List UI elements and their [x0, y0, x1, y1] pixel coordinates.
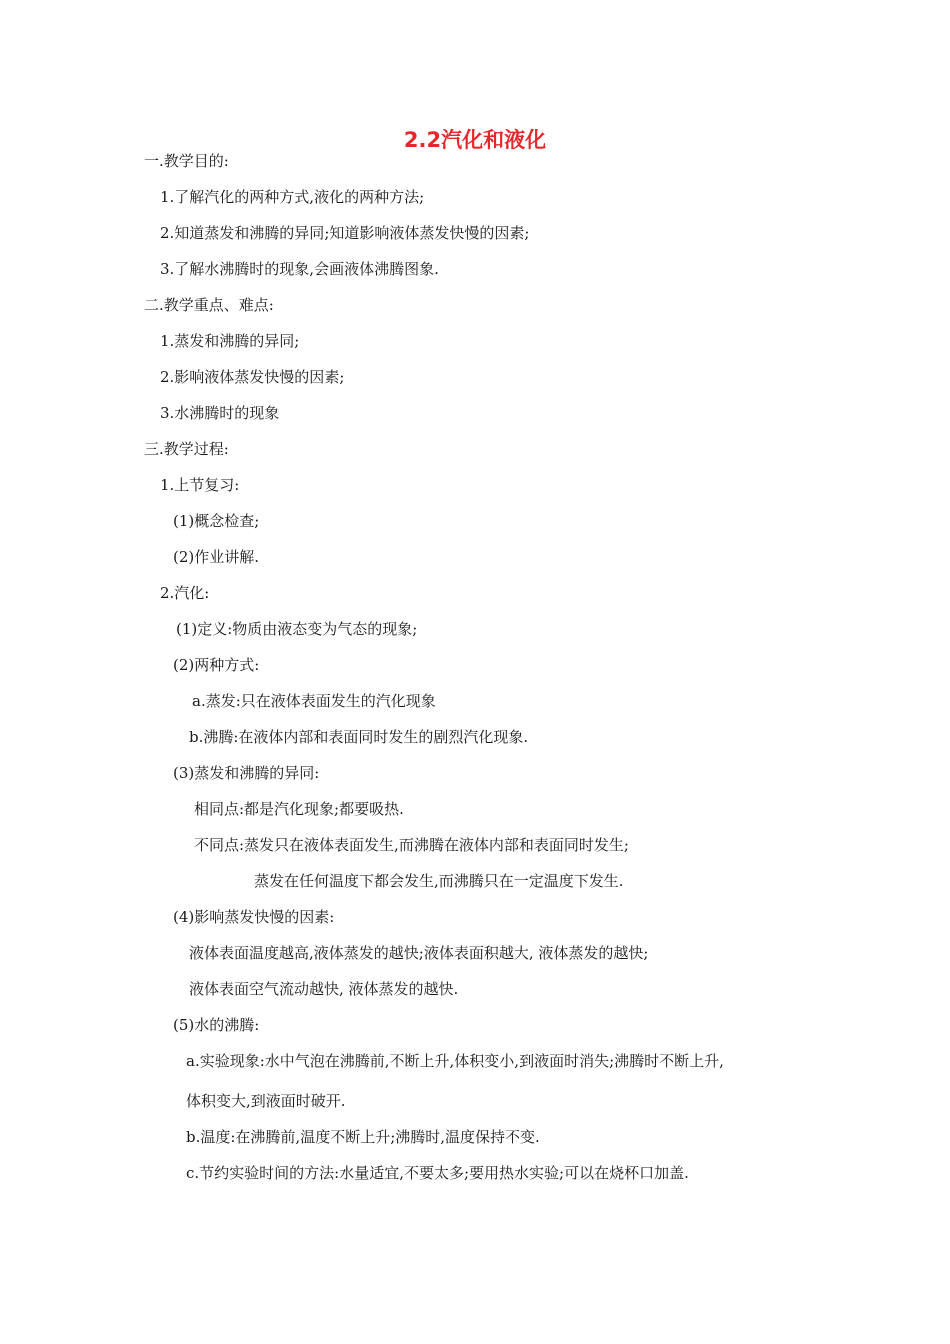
key-point-1: 1.蒸发和沸腾的异同; [160, 332, 300, 350]
method-evaporation: a.蒸发:只在液体表面发生的汽化现象 [192, 692, 436, 710]
boiling-water-heading: (5)水的沸腾: [173, 1016, 260, 1034]
heading-key-points: 二.教学重点、难点: [144, 296, 274, 314]
review-item-1: (1)概念检查; [173, 512, 260, 530]
vaporization-definition: (1)定义:物质由液态变为气态的现象; [176, 620, 418, 638]
key-point-2: 2.影响液体蒸发快慢的因素; [160, 368, 345, 386]
key-point-3: 3.水沸腾时的现象 [160, 404, 280, 422]
comparison-heading: (3)蒸发和沸腾的异同: [173, 764, 320, 782]
vaporization-methods: (2)两种方式: [173, 656, 260, 674]
heading-process: 三.教学过程: [144, 440, 229, 458]
objective-2: 2.知道蒸发和沸腾的异同;知道影响液体蒸发快慢的因素; [160, 224, 530, 242]
comparison-difference-1: 不同点:蒸发只在液体表面发生,而沸腾在液体内部和表面同时发生; [194, 836, 629, 854]
factors-line-2: 液体表面空气流动越快, 液体蒸发的越快. [189, 980, 459, 998]
document-title: 2.2汽化和液化 [403, 128, 547, 152]
factors-line-1: 液体表面温度越高,液体蒸发的越快;液体表面积越大, 液体蒸发的越快; [189, 944, 649, 962]
comparison-similarity: 相同点:都是汽化现象;都要吸热. [194, 800, 404, 818]
heading-objectives: 一.教学目的: [144, 152, 229, 170]
review-item-2: (2)作业讲解. [173, 548, 260, 566]
factors-heading: (4)影响蒸发快慢的因素: [173, 908, 335, 926]
process-review: 1.上节复习: [160, 476, 240, 494]
boiling-time-saving: c.节约实验时间的方法:水量适宜,不要太多;要用热水实验;可以在烧杯口加盖. [186, 1164, 689, 1182]
objective-3: 3.了解水沸腾时的现象,会画液体沸腾图象. [160, 260, 439, 278]
process-vaporization: 2.汽化: [160, 584, 210, 602]
boiling-temperature: b.温度:在沸腾前,温度不断上升;沸腾时,温度保持不变. [186, 1128, 540, 1146]
method-boiling: b.沸腾:在液体内部和表面同时发生的剧烈汽化现象. [189, 728, 529, 746]
boiling-phenomenon-1: a.实验现象:水中气泡在沸腾前,不断上升,体积变小,到液面时消失;沸腾时不断上升, [186, 1052, 724, 1070]
objective-1: 1.了解汽化的两种方式,液化的两种方法; [160, 188, 425, 206]
boiling-phenomenon-2: 体积变大,到液面时破开. [186, 1092, 346, 1110]
comparison-difference-2: 蒸发在任何温度下都会发生,而沸腾只在一定温度下发生. [254, 872, 624, 890]
